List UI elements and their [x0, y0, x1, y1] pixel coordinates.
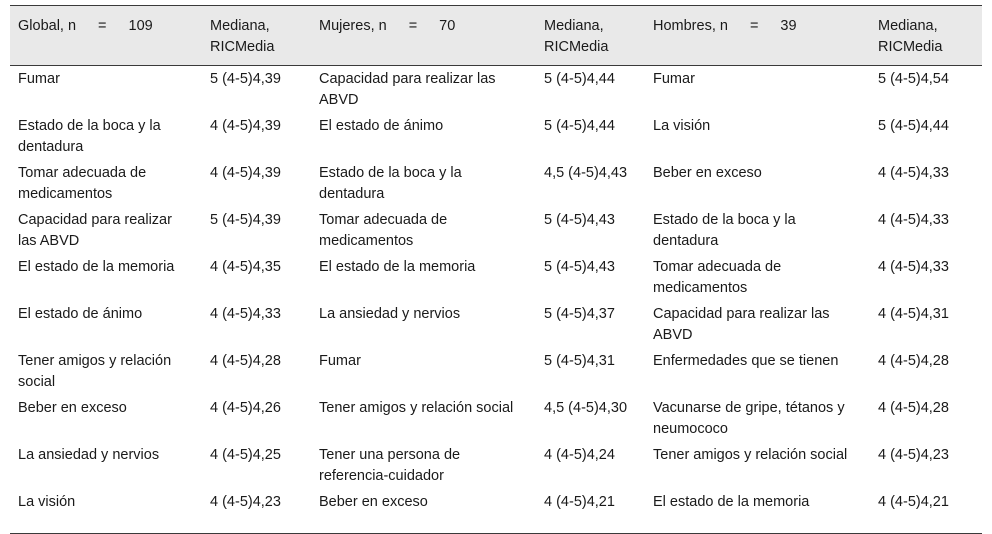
- women-factor-cell: La ansiedad y nervios: [319, 306, 461, 322]
- table-row: [10, 348, 982, 395]
- global-value-cell: 5 (4-5)4,39: [210, 71, 281, 87]
- men-value-cell: 4 (4-5)4,33: [878, 165, 949, 181]
- global-value-cell: 4 (4-5)4,23: [202, 489, 311, 534]
- men-value-cell: 4 (4-5)4,28: [878, 353, 949, 369]
- men-factor-cell: Beber en exceso: [653, 165, 762, 181]
- women-value-cell: 5 (4-5)4,44: [544, 71, 615, 87]
- header-global: Global, n = 109: [10, 6, 202, 66]
- table-row: [10, 66, 982, 114]
- women-value-cell: 5 (4-5)4,43: [544, 259, 615, 275]
- men-value-cell: 5 (4-5)4,54: [878, 71, 949, 87]
- women-factor-cell: Tener una persona de referencia-cuidador: [319, 447, 461, 484]
- global-value-cell: 4 (4-5)4,35: [210, 259, 281, 275]
- table-row: [10, 301, 982, 348]
- women-value-cell: 5 (4-5)4,31: [544, 353, 615, 369]
- table-row: [10, 489, 982, 534]
- header-global-stat: Mediana, RICMedia: [202, 6, 311, 66]
- men-value-cell: 4 (4-5)4,31: [878, 306, 949, 322]
- global-factor-cell: La ansiedad y nervios: [18, 447, 160, 463]
- header-men-stat: Mediana, RICMedia: [870, 6, 982, 66]
- global-factor-cell: El estado de la memoria: [18, 259, 175, 275]
- men-value-cell: 4 (4-5)4,33: [878, 212, 949, 228]
- global-factor-cell: El estado de ánimo: [18, 306, 143, 322]
- women-value-cell: 4 (4-5)4,21: [536, 489, 645, 534]
- women-factor-cell: Capacidad para realizar las ABVD: [319, 71, 496, 108]
- men-factor-cell: Tener amigos y relación social: [653, 447, 848, 463]
- men-factor-cell: El estado de la memoria: [645, 489, 870, 534]
- men-factor-cell: La visión: [653, 118, 711, 134]
- table-row: [10, 395, 982, 442]
- table-row: [10, 254, 982, 301]
- women-factor-cell: Fumar: [319, 353, 361, 369]
- header-women: Mujeres, n = 70: [311, 6, 536, 66]
- global-value-cell: 4 (4-5)4,33: [210, 306, 281, 322]
- global-value-cell: 4 (4-5)4,39: [210, 165, 281, 181]
- men-value-cell: 5 (4-5)4,44: [878, 118, 949, 134]
- women-factor-cell: Tomar adecuada de medicamentos: [319, 212, 448, 249]
- global-value-cell: 4 (4-5)4,39: [210, 118, 281, 134]
- men-factor-cell: Fumar: [653, 71, 695, 87]
- results-table: [10, 5, 982, 534]
- header-row: [10, 6, 982, 66]
- global-factor-cell: Tomar adecuada de medicamentos: [18, 165, 147, 202]
- women-value-cell: 4,5 (4-5)4,30: [544, 400, 628, 416]
- table-row: [10, 207, 982, 254]
- global-value-cell: 4 (4-5)4,25: [210, 447, 281, 463]
- table-row: [10, 160, 982, 207]
- women-value-cell: 4 (4-5)4,24: [544, 447, 615, 463]
- men-value-cell: 4 (4-5)4,28: [878, 400, 949, 416]
- global-value-cell: 4 (4-5)4,28: [210, 353, 281, 369]
- header-women-stat: Mediana, RICMedia: [536, 6, 645, 66]
- men-factor-cell: Estado de la boca y la dentadura: [653, 212, 796, 249]
- men-factor-cell: Tomar adecuada de medicamentos: [653, 259, 782, 296]
- women-value-cell: 5 (4-5)4,43: [544, 212, 615, 228]
- global-value-cell: 4 (4-5)4,26: [210, 400, 281, 416]
- women-factor-cell: Tener amigos y relación social: [319, 400, 514, 416]
- men-factor-cell: Vacunarse de gripe, tétanos y neumococo: [653, 400, 845, 437]
- global-factor-cell: Estado de la boca y la dentadura: [18, 118, 161, 155]
- table-row: [10, 442, 982, 489]
- table-body: [10, 66, 982, 534]
- results-table-container: [10, 5, 982, 534]
- table-row: [10, 113, 982, 160]
- men-factor-cell: Enfermedades que se tienen: [653, 353, 839, 369]
- men-factor-cell: Capacidad para realizar las ABVD: [653, 306, 830, 343]
- women-factor-cell: Estado de la boca y la dentadura: [319, 165, 462, 202]
- global-value-cell: 5 (4-5)4,39: [210, 212, 281, 228]
- women-value-cell: 5 (4-5)4,37: [544, 306, 615, 322]
- table-header: [10, 6, 982, 66]
- global-factor-cell: Capacidad para realizar las ABVD: [18, 212, 172, 249]
- header-men: Hombres, n = 39: [645, 6, 870, 66]
- women-value-cell: 5 (4-5)4,44: [544, 118, 615, 134]
- men-value-cell: 4 (4-5)4,21: [870, 489, 982, 534]
- global-factor-cell: Tener amigos y relación social: [18, 353, 172, 390]
- women-value-cell: 4,5 (4-5)4,43: [544, 165, 628, 181]
- women-factor-cell: El estado de ánimo: [319, 118, 444, 134]
- global-factor-cell: Beber en exceso: [18, 400, 127, 416]
- men-value-cell: 4 (4-5)4,23: [878, 447, 949, 463]
- women-factor-cell: Beber en exceso: [311, 489, 536, 534]
- global-factor-cell: La visión: [10, 489, 202, 534]
- global-factor-cell: Fumar: [18, 71, 60, 87]
- men-value-cell: 4 (4-5)4,33: [878, 259, 949, 275]
- women-factor-cell: El estado de la memoria: [319, 259, 476, 275]
